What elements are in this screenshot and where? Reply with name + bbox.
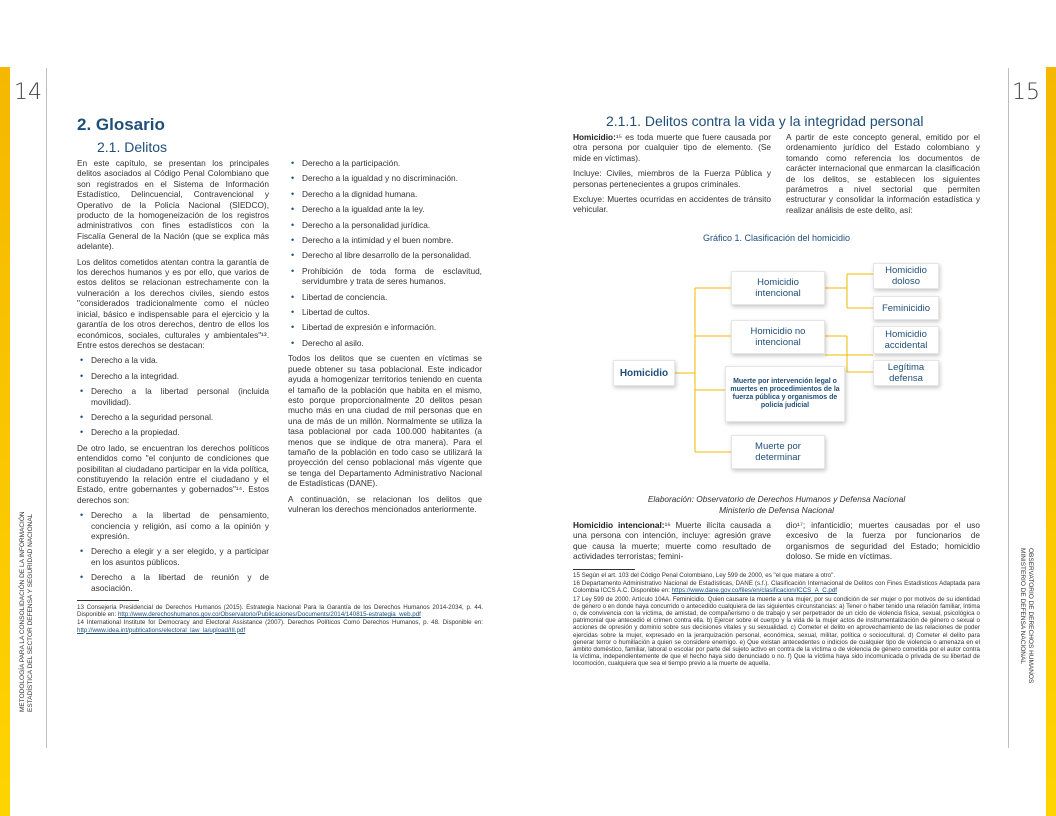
paragraph: De otro lado, se encuentran los derechos políticos entendidos como "el conjunto de condiciones que posibilitan al ciudadano participar en la vida política, constituyendo la relación entre el ciudadano y el Estado, entre gobernantes y gobernados"¹⁴. Estos derechos son: xyxy=(77,442,269,505)
page-number-left: 14 xyxy=(14,80,42,105)
node-muerte-intervencion: Muerte por intervención legal o muertes en procedimientos de la fuerza pública y organismos de policía judicial xyxy=(725,366,845,422)
running-head-left-line2: ESTADÍSTICA DEL SECTOR DEFENSA Y SEGURIDAD NACIONAL xyxy=(26,513,34,712)
paragraph: En este capítulo, se presentan los principales delitos asociados al Código Penal Colombiano que son registrados en el Sistema de Información Estadístico, Delincuencial, Contravencional y Operativo de la Policía Nacional (SIEDCO), producto de la homogeneización de los registros administrativos con fines estadísticos con la Fiscalía General de la Nación (que se explica más adelante). xyxy=(77,158,269,252)
paragraph: A partir de este concepto general, emitido por el ordenamiento jurídico del Estado colombiano y tomando como referencia los documentos de carácter internacional que enmarcan la clasificación de los delitos, se establecen los siguientes parámetros a nivel sectorial que permiten estructurar y consolidar la información estadística y realizar análisis de este delito, así: xyxy=(786,132,980,215)
chart-caption-line2: Ministerio de Defensa Nacional xyxy=(719,505,834,515)
column-5 xyxy=(573,520,771,567)
margin-rule-right xyxy=(1008,68,1009,748)
accent-bar-right xyxy=(1046,67,1056,816)
margin-rule-left xyxy=(46,68,47,748)
list-item: • Libertad de conciencia. xyxy=(288,292,482,302)
column-4 xyxy=(786,132,980,220)
paragraph: Incluye: Civiles, miembros de la Fuerza Pública y personas pertenecientes a grupos criminales. xyxy=(573,168,771,189)
node-feminicidio: Feminicidio xyxy=(873,296,939,320)
subsection-title-vida: 2.1.1. Delitos contra la vida y la integridad personal xyxy=(606,113,924,129)
list-item: • Derecho a la igualdad y no discriminación. xyxy=(288,173,482,183)
running-head-right xyxy=(1019,548,1034,683)
list-item: • Derecho a la libertad personal (incluida movilidad). xyxy=(77,386,269,407)
footnotes-right xyxy=(573,572,980,669)
footnote-rule-right xyxy=(573,569,635,570)
list-item: • Derecho a la vida. xyxy=(77,355,269,365)
homicidio-intencional-definition: Homicidio intencional:¹⁶ Muerte ilícita causada a una persona con intención, incluye: agresión grave que causa la muerte; muerte como resultado de actividades terroristas; femini- xyxy=(573,520,772,562)
homicidio-definition: Homicidio:¹⁵ es toda muerte que fuere causada por otra persona por cualquier tipo de elemento. (Se mide en víctimas). xyxy=(573,132,771,163)
node-homicidio-no-intencional: Homicidio no intencional xyxy=(731,320,825,354)
running-head-right-line2: MINISTERIO DE DEFENSA NACIONAL xyxy=(1019,548,1027,664)
list-item: • Derecho al asilo. xyxy=(288,338,482,348)
list-item: • Prohibición de toda forma de esclavitud, servidumbre y trata de seres humanos. xyxy=(288,266,482,287)
footnotes-left xyxy=(77,604,483,635)
node-legitima-defensa: Legítima defensa xyxy=(873,360,939,386)
footnote-16-link[interactable]: https://www.dane.gov.co/files/en/clasificacion/ICCS_A_C.pdf xyxy=(671,587,838,595)
column-3 xyxy=(573,132,771,220)
paragraph: A continuación, se relacionan los delitos que vulneran los derechos mencionados anteriormente. xyxy=(288,493,482,514)
page-number-right: 15 xyxy=(1012,80,1040,105)
accent-bar-left xyxy=(0,67,10,816)
column-1 xyxy=(77,158,269,598)
list-item: • Derecho a la integridad. xyxy=(77,371,269,381)
chart-caption-line1: Elaboración: Observatorio de Derechos Humanos y Defensa Nacional xyxy=(647,494,906,504)
footnote-14-link[interactable]: http://www.idea.int/publications/electoral_law_la/upload/III.pdf xyxy=(77,626,246,634)
civil-rights-list xyxy=(77,355,269,437)
list-item: • Derecho a la intimidad y el buen nombre. xyxy=(288,235,482,245)
chart-caption xyxy=(573,494,980,516)
column-2 xyxy=(288,158,482,519)
node-homicidio-accidental: Homicidio accidental xyxy=(873,326,939,354)
footnote-16: 16 Departamento Administrativo Nacional de Estadísticas, DANE (s.f.). Clasificación Internacional de Delitos con Fines Estadísticos Adaptada para Colombia ICCS A.C. Disponible en: https://www.dane.gov.co/files/en/clasificacion/ICCS_A_C.pdf xyxy=(573,580,980,595)
chart-title: Gráfico 1. Clasificación del homicidio xyxy=(702,233,851,243)
running-head-right-line1: OBSERVATORIO DE DERECHOS HUMANOS xyxy=(1027,548,1034,684)
footnote-rule-left xyxy=(77,600,139,601)
list-item: • Derecho a la libertad de reunión y de asociación. xyxy=(77,572,269,593)
footnote-14: 14 International Institute for Democracy and Electoral Assistance (2007). Derechos Políticos Como Derechos Humanos, p. 48. Disponible en: http://www.idea.int/publications/electoral_law_la/upload/III.pdf xyxy=(77,619,483,634)
subsection-title-delitos: 2.1. Delitos xyxy=(97,139,168,155)
node-muerte-por-determinar: Muerte por determinar xyxy=(731,435,825,469)
footnote-17: 17 Ley 599 de 2000. Artículo 104A. Feminicidio. Quien causare la muerte a una mujer, por su condición de ser mujer o por motivos de su identidad de género o en donde haya concurrido o antecedido cualquiera de las siguientes circunstancias: a) Tener o haber tenido una relación familiar, íntima o, de convivencia con la víctima, de amistad, de compañerismo o de trabajo y ser perpetrador de un ciclo de violencia física, sexual, psicológica o patrimonial que antecedió el crimen contra ella. b) Ejercer sobre el cuerpo y la vida de la mujer actos de instrumentalización de género o sexual o acciones de opresión y dominio sobre sus decisiones vitales y su sexualidad. c) Cometer el delito en aprovechamiento de las relaciones de poder ejercidas sobre la mujer, expresado en la jerarquización personal, económica, sexual, militar, política o sociocultural. d) Cometer el delito para generar terror o humillación a quien se considere enemigo. e) Que existan antecedentes o indicios de cualquier tipo de violencia o amenaza en el ámbito doméstico, familiar, laboral o escolar por parte del sujeto activo en contra de la víctima o de violencia de género cometida por el autor contra la víctima, independientemente de que el hecho haya sido denunciado o no. f) Que la víctima haya sido incomunicada o privada de su libertad de locomoción, cualquiera que sea el tiempo previo a la muerte de aquella. xyxy=(573,595,980,668)
list-item: • Derecho a elegir y a ser elegido, y a participar en los asuntos públicos. xyxy=(77,546,269,567)
list-item: • Derecho a la libertad de pensamiento, conciencia y religión, así como a la opinión y expresión. xyxy=(77,510,269,541)
list-item: • Derecho a la propiedad. xyxy=(77,427,269,437)
homicide-classification-diagram xyxy=(573,252,980,482)
running-head-left-line1: METODOLOGÍA PARA LA CONSOLIDACIÓN DE LA INFORMACIÓN xyxy=(19,511,26,712)
node-homicidio-intencional: Homicidio intencional xyxy=(731,271,825,305)
list-item: • Libertad de cultos. xyxy=(288,307,482,317)
list-item: • Derecho a la participación. xyxy=(288,158,482,168)
rights-list-continued xyxy=(288,158,482,348)
column-6 xyxy=(786,520,980,567)
section-title-glosario: 2. Glosario xyxy=(77,115,165,134)
list-item: • Libertad de expresión e información. xyxy=(288,322,482,332)
footnote-13-link[interactable]: http://www.derechoshumanos.gov.co/Observatorio/Publicaciones/Documents/2014/140815-estrategia_web.pdf xyxy=(117,611,421,619)
node-homicidio-doloso: Homicidio doloso xyxy=(873,263,939,289)
paragraph: Excluye: Muertes ocurridas en accidentes de tránsito vehicular. xyxy=(573,194,771,215)
paragraph: Todos los delitos que se cuenten en víctimas se puede obtener su tasa poblacional. Este indicador ayuda a homogenizar territorios teniendo en cuenta el tamaño de la población que habita en el mismo, esto porque proporcionalmente 20 delitos pesan mucho más en una ciudad de mil personas que en una de más de un millón. Normalmente se utiliza la tasa poblacional por cada 100.000 habitantes (a menos que se indique de otra manera). Para el tamaño de la población en todo caso se utilizará la proyección del censo poblacional más vigente que se tenga del Departamento Administrativo Nacional de Estadísticas (DANE). xyxy=(288,353,482,489)
node-homicidio: Homicidio xyxy=(613,360,675,386)
list-item: • Derecho a la personalidad jurídica. xyxy=(288,220,482,230)
footnote-15: 15 Según el art. 103 del Código Penal Colombiano, Ley 599 de 2000, es "el que matare a otro". xyxy=(573,572,836,579)
list-item: • Derecho a la dignidad humana. xyxy=(288,189,482,199)
list-item: • Derecho a la seguridad personal. xyxy=(77,412,269,422)
paragraph: dio¹⁷; infanticidio; muertes causadas por el uso excesivo de la fuerza por funcionarios de organismos de seguridad del Estado; homicidio doloso. Se mide en víctimas. xyxy=(786,520,980,562)
political-rights-list xyxy=(77,510,269,593)
paragraph: Los delitos cometidos atentan contra la garantía de los derechos humanos y es por ello, que varios de estos delitos se relacionan estrechamente con la vulneración a los derechos civiles, siendo estos "considerados tradicionalmente como el núcleo inicial, básico e indispensable para el ejercicio y la garantía de los otros derechos, dentro de ellos los económicos, sociales, culturales y ambientales"¹³. Entre estos derechos se destacan: xyxy=(77,256,269,350)
list-item: • Derecho al libre desarrollo de la personalidad. xyxy=(288,250,482,260)
list-item: • Derecho a la igualdad ante la ley. xyxy=(288,204,482,214)
footnote-13: 13 Consejería Presidencial de Derechos Humanos (2015). Estrategia Nacional Para la Garantía de los Derechos Humanos 2014-2034, p. 44. Disponible en: http://www.derechoshumanos.gov.co/Observatorio/Publicaciones/Documents/2014/140815-estrategia_web.pdf xyxy=(77,604,483,619)
running-head-left xyxy=(19,511,34,712)
